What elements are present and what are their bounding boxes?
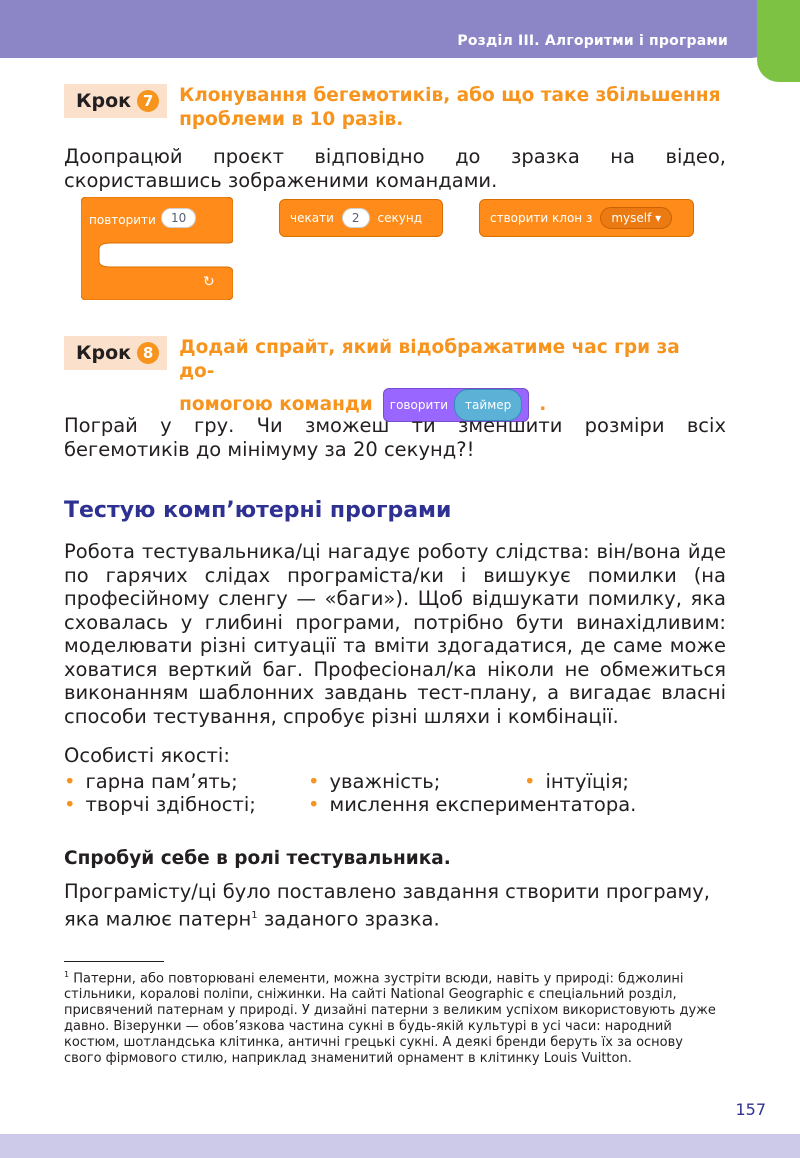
try-text	[64, 880, 726, 931]
step-8-title-end: .	[539, 394, 547, 415]
step-8-title	[179, 336, 719, 422]
say-block-label: говорити	[389, 398, 449, 412]
step-label-text: Крок	[76, 90, 132, 112]
step-8-text: Пограй у гру. Чи зможеш ти зменшити розміри всіх бегемотиків до мінімуму за 20 секунд?!	[64, 414, 726, 461]
step-number-badge: 8	[137, 342, 159, 364]
bullet-icon: •	[308, 770, 320, 793]
step-7	[64, 84, 720, 132]
step-7-title	[179, 84, 720, 132]
list-item	[64, 770, 238, 793]
step-8-title-line2: помогою команди	[179, 394, 373, 415]
list-item-text: мислення експериментатора.	[329, 793, 637, 816]
bullet-icon: •	[64, 770, 76, 793]
wait-block	[279, 199, 443, 237]
footnote	[64, 967, 724, 1067]
timer-reporter[interactable]: таймер	[454, 389, 522, 421]
step-8	[64, 336, 719, 422]
create-clone-block	[479, 199, 694, 237]
step-7-label	[64, 84, 167, 118]
clone-target-dropdown[interactable]: myself ▾	[600, 207, 672, 229]
step-7-text: Доопрацюй проєкт відповідно до зразка на відео, скориставшись зображеними командами.	[64, 145, 726, 192]
list-item	[308, 793, 636, 816]
step-number-badge: 7	[137, 90, 159, 112]
clone-block-label: створити клон з	[490, 211, 593, 225]
bullet-icon: •	[308, 793, 320, 816]
list-item	[524, 770, 629, 793]
wait-seconds-input[interactable]: 2	[342, 208, 370, 228]
page-number: 157	[735, 1100, 766, 1119]
header-bar	[0, 0, 770, 58]
try-heading: Спробуй себе в ролі тестувальника.	[64, 848, 451, 869]
repeat-block	[81, 197, 233, 300]
footnote-ref: 1	[251, 909, 258, 921]
repeat-count-input[interactable]: 10	[161, 208, 196, 228]
section-heading: Тестую комп’ютерні програми	[64, 498, 452, 523]
try-text-end: заданого зразка.	[257, 907, 440, 930]
list-item-text: гарна пам’ять;	[85, 770, 238, 793]
footnote-marker: 1	[64, 970, 70, 979]
list-item	[308, 770, 440, 793]
list-item-text: уважність;	[329, 770, 441, 793]
wait-unit-label: секунд	[377, 211, 422, 225]
step-7-title-line1: Клонування бегемотиків, або що таке збільшення	[179, 85, 721, 106]
step-7-title-line2: проблеми в 10 разів.	[179, 109, 404, 130]
list-item-text: творчі здібності;	[85, 793, 256, 816]
bullet-icon: •	[524, 770, 536, 793]
step-8-label	[64, 336, 167, 370]
repeat-block-label: повторити	[89, 213, 156, 227]
step-8-title-line1: Додай спрайт, який відображатиме час гри за до-	[179, 337, 680, 382]
chapter-title: Розділ ІІІ. Алгоритми і програми	[457, 33, 728, 49]
list-item	[64, 793, 256, 816]
try-text-main: Програмісту/ці було поставлено завдання створити програму, яка малює патерн	[64, 880, 710, 930]
bullet-icon: •	[64, 793, 76, 816]
footnote-text: Патерни, або повторювані елементи, можна зустріти всюди, навіть у природі: бджолині стільники, коралові поліпи, сніжинки. На сайті National Geographic є спеціальний розділ, присвячений патернам у природі. У дизайні патерни з великим успіхом використовують дуже давно. Візерунки — обов’язкова частина сукні в будь-якій культурі в усі часи: народний костюм, шотландська клітинка, античні грецькі сукні. А деякі бренди беруть їх за основу свого фірмового стилю, наприклад знаменитий орнамент в клітинку Louis Vuitton.	[64, 971, 716, 1067]
footnote-divider	[64, 961, 164, 962]
loop-arrow-icon: ↻	[203, 274, 215, 290]
list-item-text: інтуїція;	[545, 770, 629, 793]
chapter-tab	[757, 0, 800, 82]
step-label-text: Крок	[76, 342, 132, 364]
section-paragraph: Робота тестувальника/ці нагадує роботу слідства: він/вона йде по гарячих слідах програміста/ки і вишукує помилки (на професійному сленгу — «баги»). Щоб відшукати помилку, яка сховалась у глибині програми, потрібно бути винахідливим: моделювати різні ситуації та вміти здогадатися, де саме може ховатися верткий баг. Професіонал/ка ніколи не обмежиться виконанням шаблонних завдань тест-плану, а вигадає власні способи тестування, спробує різні шляхи і комбінації.	[64, 540, 726, 728]
footer-bar	[0, 1134, 800, 1158]
wait-block-label: чекати	[290, 211, 334, 225]
qualities-heading: Особисті якості:	[64, 744, 230, 767]
